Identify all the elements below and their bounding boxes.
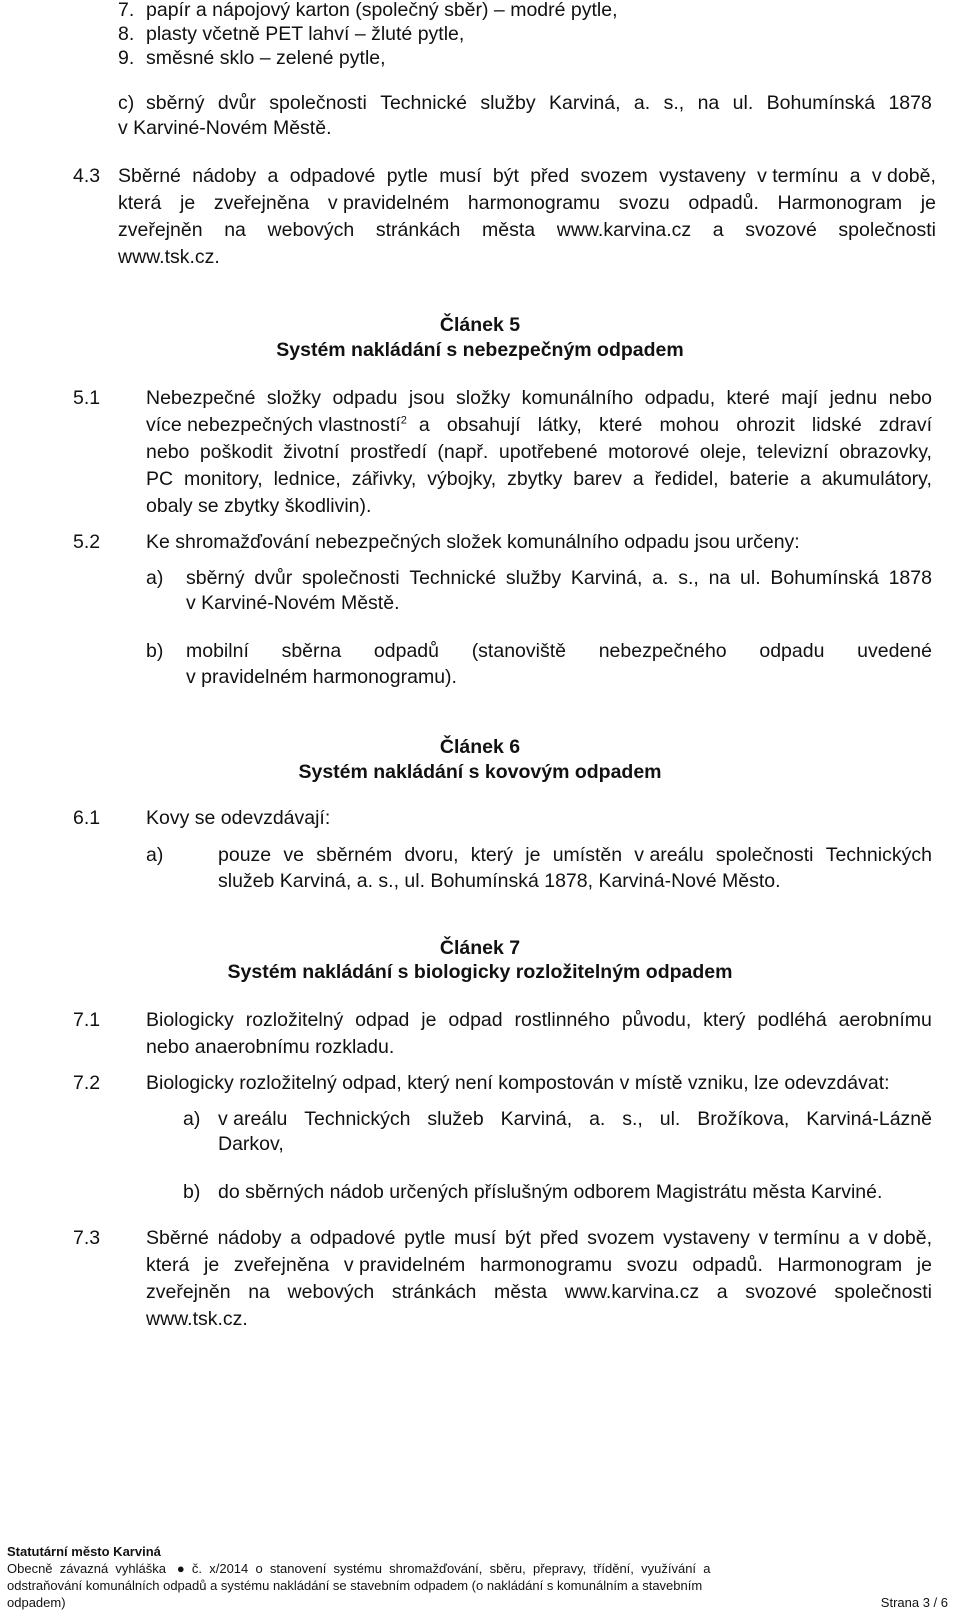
word: Karviná,: [570, 567, 643, 589]
word: musí: [439, 165, 482, 187]
word: společnosti: [834, 1281, 932, 1303]
list-item: plasty včetně PET lahví – žluté pytle,: [146, 23, 465, 45]
word: vystaveny: [663, 1227, 750, 1249]
word: Brožíkova,: [697, 1108, 790, 1130]
list-item: papír a nápojový karton (společný sběr) – modré pytle,: [146, 0, 618, 21]
word: v době,: [868, 1227, 932, 1249]
p4-3-line-3: [118, 218, 936, 242]
word: a: [290, 1227, 302, 1249]
word: Bohumínská: [770, 567, 879, 589]
word: 1878: [888, 567, 932, 589]
word: v termínu: [757, 165, 839, 187]
word: a: [716, 1281, 728, 1303]
p5-1-line-2-rest: [419, 413, 932, 437]
article-5-subtitle: Systém nakládání s nebezpečným odpadem: [276, 339, 684, 361]
word: obsahují: [446, 414, 521, 436]
page-number: Strana 3 / 6: [880, 1595, 948, 1610]
word: rozložitelný: [245, 1009, 344, 1031]
article-7-title: Článek 7: [439, 937, 521, 959]
word: Bohumínská: [766, 92, 876, 114]
word: (např.: [437, 441, 489, 463]
word: odpad: [355, 1009, 410, 1031]
word: ohrozit: [736, 414, 795, 436]
word: webových: [287, 1281, 375, 1303]
word: a.: [633, 92, 651, 114]
p5-1-line-1: [146, 386, 932, 410]
paragraph-number: 4.3: [73, 165, 101, 187]
article-6-title: Článek 6: [439, 736, 521, 758]
footer-line-3: odpadem): [7, 1595, 66, 1610]
word: harmonogramu: [467, 192, 601, 214]
word: před: [539, 1227, 579, 1249]
word: svozové: [745, 219, 817, 241]
item-label: b): [183, 1181, 201, 1203]
word: www.karvina.cz: [556, 219, 692, 241]
word: v areálu: [218, 1108, 288, 1130]
p7-3-line-1: [146, 1226, 932, 1250]
footnote-reference: 2: [400, 414, 407, 427]
word: zářivky,: [351, 468, 417, 490]
word: a.: [652, 567, 669, 589]
word: Karviná,: [548, 92, 621, 114]
word: odpadů.: [692, 1254, 763, 1276]
word: být: [504, 1227, 531, 1249]
word: www.karvina.cz: [564, 1281, 700, 1303]
word: webových: [267, 219, 355, 241]
word: Karviná,: [500, 1108, 573, 1130]
word: svozové: [745, 1281, 817, 1303]
p7-2-b-text: do sběrných nádob určených příslušným odborem Magistrátu města Karviné.: [218, 1181, 883, 1203]
p5-2-b-line-2: v pravidelném harmonogramu).: [186, 666, 457, 688]
word: upotřebené: [498, 441, 598, 463]
word: odpadové: [309, 1227, 396, 1249]
word: původu,: [621, 1009, 692, 1031]
word: nádoby: [192, 165, 257, 187]
word: ul.: [732, 92, 754, 114]
word: podléhá: [757, 1009, 827, 1031]
p7-3-line-3: [146, 1280, 932, 1304]
word: na: [248, 1281, 270, 1303]
p7-1-line-1: [146, 1008, 932, 1032]
word: komunálního: [521, 387, 634, 409]
word: je: [916, 1254, 932, 1276]
p6-1-a-line-2: služeb Karviná, a. s., ul. Bohumínská 1878, Karviná-Nové Město.: [218, 870, 781, 892]
paragraph-number: 6.1: [73, 807, 101, 829]
word: složky: [266, 387, 322, 409]
word: oleje,: [699, 441, 747, 463]
article-7-subtitle: Systém nakládání s biologicky rozložitelným odpadem: [227, 961, 733, 983]
word: sběrna: [281, 640, 342, 662]
word: a: [799, 468, 811, 490]
word: akumulátory,: [821, 468, 932, 490]
word: v době,: [871, 165, 936, 187]
word: je: [180, 192, 196, 214]
word: zveřejněn: [146, 1281, 231, 1303]
item-c-line-1: [146, 91, 932, 115]
word: prostředí: [349, 441, 427, 463]
word: pytle: [404, 1227, 446, 1249]
word: služby: [505, 567, 562, 589]
word: stránkách: [375, 219, 461, 241]
word: (stanoviště: [471, 640, 566, 662]
word: obrazovky,: [839, 441, 932, 463]
paragraph-number: 7.1: [73, 1009, 101, 1031]
p4-3-line-1: [118, 164, 936, 188]
word: Technické: [380, 92, 467, 114]
word: dvoru,: [404, 844, 459, 866]
list-item: směsné sklo – zelené pytle,: [146, 47, 386, 69]
word: v termínu: [758, 1227, 840, 1249]
word: rostlinného: [514, 1009, 610, 1031]
word: odpadu: [759, 640, 825, 662]
word: uvedené: [857, 640, 932, 662]
word: společnosti: [302, 567, 400, 589]
word: zdraví: [878, 414, 932, 436]
word: dvůr: [217, 92, 256, 114]
word: které: [726, 387, 770, 409]
word: na: [708, 567, 731, 589]
item-label: a): [183, 1108, 201, 1130]
word: v pravidelném: [343, 1254, 466, 1276]
word: složky: [456, 387, 511, 409]
word: Technické: [409, 567, 497, 589]
word: sběrný: [146, 92, 205, 114]
p6-1-text: Kovy se odevzdávají:: [146, 807, 331, 829]
word: odpadové: [289, 165, 376, 187]
word: poškodit: [199, 441, 273, 463]
word: v pravidelném: [327, 192, 450, 214]
word: před: [530, 165, 570, 187]
word: harmonogramu: [479, 1254, 613, 1276]
item-label: c): [118, 92, 135, 114]
word: pytle: [386, 165, 428, 187]
word: Harmonogram: [777, 1254, 903, 1276]
word: zveřejněn: [118, 219, 203, 241]
word: a: [848, 1227, 860, 1249]
word: látky,: [537, 414, 582, 436]
p5-1-line-4: [146, 467, 932, 491]
word: lidské: [811, 414, 862, 436]
p5-2-a-line-2: v Karviné-Novém Městě.: [186, 592, 400, 614]
word: odpadu: [332, 387, 398, 409]
word: je: [920, 192, 936, 214]
word: svozu: [626, 1254, 678, 1276]
word: monitory,: [183, 468, 263, 490]
word: odpad: [448, 1009, 503, 1031]
word: sběrný: [186, 567, 245, 589]
word: svozem: [587, 1227, 655, 1249]
word: je: [525, 844, 541, 866]
word: ul.: [740, 567, 761, 589]
word: sběrném: [316, 844, 393, 866]
word: 1878: [888, 92, 932, 114]
word: stránkách: [391, 1281, 477, 1303]
footer-line-1: Obecně závazná vyhláška ● č. x/2014 o stanovení systému shromažďování, sběru, přepravy, třídění, využívání a: [7, 1561, 711, 1576]
word: ul.: [659, 1108, 681, 1130]
p7-1-line-2: nebo anaerobnímu rozkladu.: [146, 1036, 395, 1058]
word: a.: [589, 1108, 606, 1130]
word: jsou: [408, 387, 445, 409]
word: zveřejněna: [233, 1254, 330, 1276]
word: a: [849, 165, 861, 187]
word: životní: [283, 441, 340, 463]
article-5-title: Článek 5: [439, 314, 521, 336]
word: Biologicky: [146, 1009, 234, 1031]
word: Sběrné: [146, 1227, 209, 1249]
item-c-line-2: v Karviné-Novém Městě.: [118, 117, 332, 139]
p6-1-a-line-1: [218, 843, 932, 867]
word: Nebezpečné: [146, 387, 256, 409]
word: a: [418, 414, 430, 436]
word: a: [712, 219, 724, 241]
p5-2-text: Ke shromažďování nebezpečných složek komunálního odpadu jsou určeny:: [146, 531, 800, 553]
word: barev: [573, 468, 623, 490]
word: s.,: [678, 567, 699, 589]
list-number: 7.: [118, 0, 135, 21]
word: města: [482, 219, 536, 241]
item-label: a): [146, 844, 164, 866]
word: s.,: [622, 1108, 643, 1130]
word: a: [267, 165, 279, 187]
word: zveřejněna: [213, 192, 310, 214]
word: která: [146, 1254, 190, 1276]
word: zbytky: [507, 468, 563, 490]
article-6-subtitle: Systém nakládání s kovovým odpadem: [298, 761, 662, 783]
word: která: [118, 192, 162, 214]
list-number: 9.: [118, 47, 135, 69]
p5-1-line-3: [146, 440, 932, 464]
word: mají: [781, 387, 819, 409]
paragraph-number: 7.2: [73, 1072, 101, 1094]
word: televizní: [757, 441, 829, 463]
word: s.,: [663, 92, 685, 114]
word: který: [470, 844, 514, 866]
p4-3-line-4: www.tsk.cz.: [118, 246, 220, 268]
p5-1-line-2: [146, 413, 932, 437]
word: které: [598, 414, 643, 436]
word: nádoby: [217, 1227, 282, 1249]
word: v areálu: [634, 844, 704, 866]
word: být: [492, 165, 519, 187]
word: svozu: [618, 192, 670, 214]
word: umístěn: [552, 844, 623, 866]
p5-1-line-2-start: více nebezpečných vlastností$^2$: [146, 414, 407, 436]
word: je: [204, 1254, 220, 1276]
word: nebo: [146, 441, 190, 463]
word: výbojky,: [427, 468, 497, 490]
word: společnosti: [715, 844, 814, 866]
p5-1-line-5: obaly se zbytky škodlivin).: [146, 495, 372, 517]
word: který: [703, 1009, 746, 1031]
word: na: [224, 219, 246, 241]
word: motorové: [608, 441, 690, 463]
word: služby: [480, 92, 536, 114]
word: mobilní: [186, 640, 249, 662]
word: Technických: [304, 1108, 411, 1130]
word: města: [494, 1281, 548, 1303]
p5-2-b-line-1: [186, 639, 932, 663]
word: ředidel,: [654, 468, 719, 490]
word: ve: [283, 844, 304, 866]
footer-line-2: odstraňování komunálních odpadů a systému nakládání se stavebním odpadem (o nakládání s komunálním a stavebním: [7, 1578, 703, 1593]
word: Harmonogram: [777, 192, 903, 214]
p4-3-line-2: [118, 191, 936, 215]
word: nebo: [888, 387, 932, 409]
word: svozem: [580, 165, 648, 187]
p5-2-a-line-1: [186, 566, 932, 590]
item-label: b): [146, 640, 164, 662]
word: aerobnímu: [838, 1009, 932, 1031]
word: na: [697, 92, 720, 114]
word: společnosti: [838, 219, 936, 241]
word: Technických: [825, 844, 932, 866]
word: baterie: [729, 468, 790, 490]
footer-organization: Statutární město Karviná: [7, 1544, 161, 1559]
list-number: 8.: [118, 23, 135, 45]
word: služeb: [427, 1108, 484, 1130]
word: lednice,: [273, 468, 341, 490]
word: odpadu,: [644, 387, 716, 409]
word: je: [421, 1009, 437, 1031]
item-label: a): [146, 567, 164, 589]
word: a: [632, 468, 644, 490]
p7-3-line-4: www.tsk.cz.: [146, 1308, 248, 1330]
word: dvůr: [254, 567, 293, 589]
word: pouze: [218, 844, 272, 866]
paragraph-number: 7.3: [73, 1227, 101, 1249]
word: Sběrné: [118, 165, 181, 187]
paragraph-number: 5.1: [73, 387, 101, 409]
word: Karviná-Lázně: [806, 1108, 932, 1130]
word: musí: [453, 1227, 497, 1249]
word: nebezpečného: [598, 640, 727, 662]
word: jednu: [829, 387, 878, 409]
word: odpadů: [373, 640, 439, 662]
word: společnosti: [269, 92, 367, 114]
p7-2-a-line-1: [218, 1107, 932, 1131]
p7-3-line-2: [146, 1253, 932, 1277]
paragraph-number: 5.2: [73, 531, 101, 553]
word: mohou: [659, 414, 720, 436]
p7-2-text: Biologicky rozložitelný odpad, který není kompostován v místě vzniku, lze odevzdávat:: [146, 1072, 890, 1094]
word: vystaveny: [659, 165, 746, 187]
word: odpadů.: [688, 192, 759, 214]
p7-2-a-line-2: Darkov,: [218, 1133, 284, 1155]
word: PC: [146, 468, 174, 490]
